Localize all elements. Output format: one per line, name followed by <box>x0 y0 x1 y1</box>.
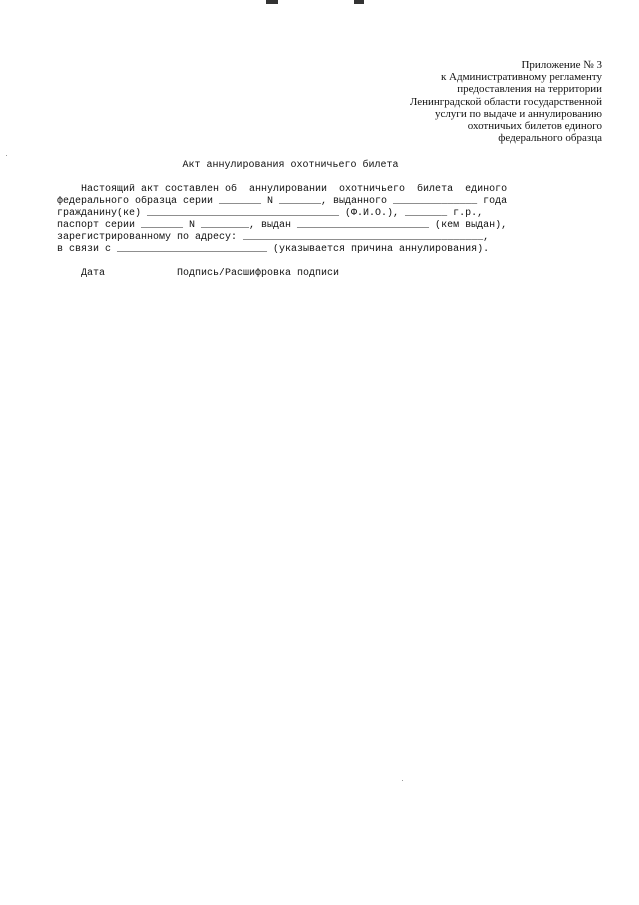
appendix-line: к Административному регламенту <box>440 71 602 84</box>
appendix-line: охотничьих билетов единого <box>467 120 602 133</box>
act-title: Акт аннулирования охотничьего билета <box>182 160 399 171</box>
act-body-line: гражданину(ке) ________________________________ (Ф.И.О.), _______ г.р., <box>57 208 484 219</box>
appendix-line: предоставления на территории <box>457 83 602 96</box>
scan-artifact <box>266 0 278 4</box>
act-body-line: зарегистрированному по адресу: ________________________________________, <box>57 232 490 243</box>
scan-artifact <box>354 0 364 4</box>
act-body-line: в связи с _________________________ (указывается причина аннулирования). <box>57 244 490 255</box>
act-body-line: Настоящий акт составлен об аннулировании охотничьего билета единого <box>57 184 508 195</box>
appendix-line: услуги по выдаче и аннулированию <box>434 107 602 120</box>
act-body-line: паспорт серии _______ N ________, выдан ______________________ (кем выдан), <box>57 220 508 231</box>
appendix-header <box>342 59 602 144</box>
scan-speck <box>6 155 7 156</box>
appendix-line: Приложение № 3 <box>521 59 602 71</box>
appendix-line: федерального образца <box>498 132 602 145</box>
scan-speck <box>402 780 403 781</box>
signature-line: Дата Подпись/Расшифровка подписи <box>57 268 340 279</box>
act-body-line: федерального образца серии _______ N _______, выданного ______________ года <box>57 196 508 207</box>
appendix-line: Ленинградской области государственной <box>409 95 602 108</box>
